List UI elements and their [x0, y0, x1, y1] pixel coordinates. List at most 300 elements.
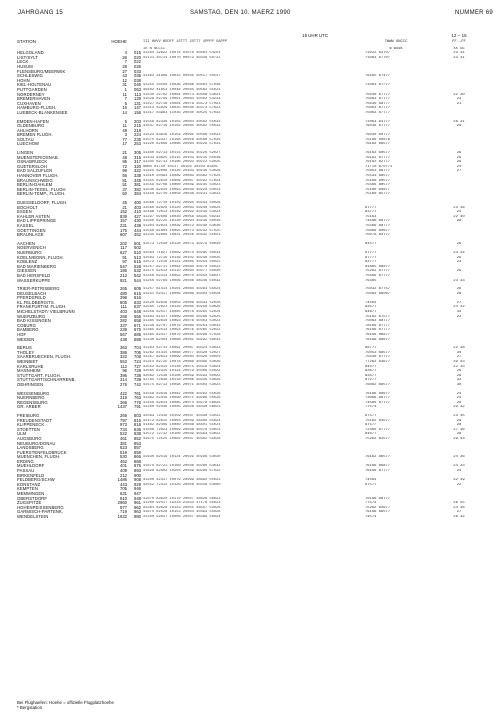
- station-name: BERUS: [17, 346, 32, 351]
- gust-range: 26: [456, 241, 462, 246]
- weather-code: 87777: [365, 205, 377, 210]
- station-name: BREMEN FLUGH.: [17, 133, 53, 138]
- station-height: 519: [120, 450, 127, 455]
- station-index: 724: [134, 360, 141, 364]
- station-index: 427: [134, 214, 141, 219]
- weather-code: 74564: [365, 300, 377, 305]
- station-height: 7: [124, 60, 127, 65]
- gust-range: 26 55: [453, 501, 465, 506]
- weather-code: 71063 6770/: [365, 55, 391, 60]
- weather-code: 76030 80777: [365, 133, 391, 138]
- station-name: GR. ARBER: [17, 405, 41, 410]
- station-name: LIST/SYLT: [17, 55, 39, 60]
- station-height: 1437: [117, 405, 127, 410]
- weather-code: 8757/: [365, 423, 377, 428]
- station-name: KARLSRUHE: [17, 364, 44, 369]
- station-rows: [16, 51, 490, 519]
- station-height: 26: [122, 55, 127, 60]
- gust-range: 23: [456, 260, 462, 265]
- observation-code: 41200 42317 10079 20099 48692 55023: [143, 478, 221, 483]
- station-index: 803: [134, 413, 141, 418]
- weather-code: 76062 88577: [365, 382, 391, 387]
- station-name: HOHN: [17, 78, 30, 83]
- weather-code: 76163 60577: [365, 151, 391, 156]
- station-name: MUEHLDORF: [17, 464, 45, 469]
- gust-range: 28: [456, 423, 462, 428]
- weather-code: 75076 82777: [365, 233, 391, 238]
- observation-code: 41257 81414 10101 20084 40283 55024: [143, 287, 221, 292]
- weather-code: 77262 83677: [365, 360, 391, 364]
- station-height: 50: [122, 192, 127, 197]
- page-number: NUMMER 69: [455, 10, 494, 16]
- observation-code: 41345 82713 10106 20093 40222 52025: [143, 160, 221, 165]
- station-name: BAD HERSFELD: [17, 273, 51, 278]
- station-height: 212: [120, 473, 127, 478]
- station-name: FREIBURG: [17, 413, 40, 418]
- weather-code: 76166 8687/: [365, 464, 391, 469]
- station-height: 31: [122, 83, 127, 88]
- station-index: 501: [134, 241, 141, 246]
- station-height: 921: [120, 278, 127, 283]
- station-name: KOBLENZ: [17, 260, 38, 265]
- gust-range: 24: [456, 391, 462, 396]
- station-height: 401: [120, 464, 127, 469]
- weather-code: 76162 66577: [365, 142, 391, 147]
- station-height: 409: [120, 469, 127, 474]
- gust-range: 23 33: [453, 278, 465, 283]
- station-index: 438: [134, 223, 141, 228]
- observation-code: 41520 82916 10063 20068 40343 52028: [143, 300, 221, 305]
- weather-code: 87777: [365, 250, 377, 255]
- station-name: NOERVENICH: [17, 246, 46, 251]
- gust-range: 24: [456, 396, 462, 401]
- station-height: 276: [120, 382, 127, 387]
- station-height: 403: [120, 310, 127, 315]
- observation-code: 41472 82615 10063 20049 48408 55024: [143, 418, 221, 423]
- station-name: BAMBERG: [17, 328, 39, 333]
- station-index: 893: [134, 469, 141, 474]
- station-index: 113: [134, 92, 141, 97]
- station-index: 147: [134, 106, 141, 111]
- station-index: 322: [134, 169, 141, 174]
- station-height: 1: [124, 87, 127, 92]
- observation-code: 41317 83993 11036 20040 40525 57033: [143, 110, 221, 115]
- observation-code: 41356 82313 10093 20070 40250 56027: [143, 273, 221, 278]
- station-height: 322: [120, 355, 127, 360]
- station-index: 836: [134, 427, 141, 432]
- station-index: 381: [134, 183, 141, 188]
- hour-header: 15 UHR UTC: [302, 34, 328, 38]
- weather-code: 76162 86577: [365, 455, 391, 460]
- station-index: 633: [134, 300, 141, 305]
- observation-code: 41230 82403 10088 20062 40292 56033: [143, 337, 221, 342]
- observation-code: 41362 82419 10090 20071 40286 55028: [143, 396, 221, 401]
- observation-code: 42468 72613 10139 20092 40239 53024: [143, 210, 221, 215]
- weather-code: 75566 88777: [365, 223, 391, 228]
- gust-range: 24 36: [453, 455, 465, 460]
- gust-range: 29: [456, 418, 462, 423]
- station-height: 56: [122, 174, 127, 179]
- station-index: 818: [134, 423, 141, 428]
- station-index: 215: [134, 124, 141, 129]
- weather-code: 76162 87777: [365, 155, 391, 160]
- weather-code: 75160 85777: [365, 192, 391, 197]
- station-name: WEISSENBURG: [17, 391, 50, 396]
- observation-code: 41257 82711 10084 20080 40279 50022: [143, 264, 221, 269]
- station-name: PFERDSFELD: [17, 296, 46, 301]
- weather-code: 76162 82777: [365, 160, 391, 165]
- station-height: 422: [120, 391, 127, 396]
- weather-code: 75063 86067: [365, 291, 391, 296]
- station-index: 513: [134, 255, 141, 260]
- station-index: 218: [134, 128, 141, 133]
- observation-code: 41675 72525 10082 20037 40302 55028: [143, 436, 221, 441]
- station-index: 400: [134, 201, 141, 205]
- station-height: 386: [120, 350, 127, 355]
- station-index: 776: [134, 400, 141, 405]
- weather-code: 75162 83577: [365, 418, 391, 423]
- station-height: 95: [122, 160, 127, 165]
- station-index: 035: [134, 74, 141, 79]
- weather-code: 72360 87777: [365, 427, 391, 432]
- station-height: 607: [120, 233, 127, 238]
- station-height: 567: [120, 333, 127, 338]
- weather-code: 7I/I0 8/0771: [365, 164, 393, 169]
- station-name: FREUDENSTADT: [17, 418, 52, 423]
- observation-code: 46482 41653 10048 20045 40563 55023: [143, 87, 221, 92]
- station-height: 797: [120, 418, 127, 423]
- observation-code: 41313 82929 10035 00030 40373 57023: [143, 106, 221, 111]
- station-name: PUTTGARDEN: [17, 87, 47, 92]
- station-height: 363: [120, 346, 127, 351]
- observation-code: 42568 72710 10129 20095 40243 50026: [143, 201, 221, 205]
- station-name: NEUBURG/DONAU: [17, 441, 56, 446]
- observation-code: 42565 72623 10126 20085 40258 54026: [143, 305, 221, 310]
- weather-code: 75066 80877: [365, 228, 391, 233]
- observation-code: 41251 82417 10086 20080 40303 55028: [143, 291, 221, 296]
- weather-code: 75053 88777: [365, 169, 391, 174]
- station-name: BAD SALZUFLEN: [17, 169, 53, 174]
- station-height: 462: [120, 459, 127, 464]
- station-name: ZUGSPITZE: [17, 501, 42, 506]
- station-height: 461: [120, 436, 127, 441]
- weather-code: 75533 88577: [365, 174, 391, 179]
- observation-code: 41475 82513 10110 20094 40277 50020: [143, 269, 221, 274]
- gust-range: 28: [456, 432, 462, 437]
- issue-date: SAMSTAG, DEN 10. MAERZ 1990: [190, 10, 291, 16]
- observation-code: 41365 82417 10070 20046 40298 57028: [143, 333, 221, 338]
- station-height: 43: [122, 74, 127, 79]
- weather-code: 75030 88777: [365, 101, 391, 106]
- station-height: 522: [120, 432, 127, 437]
- station-name: LINGEN: [17, 151, 34, 156]
- station-index: 544: [134, 278, 141, 283]
- station-index: 838: [134, 432, 141, 437]
- station-name: OBERSTDORF: [17, 496, 48, 501]
- observation-code: 41560 82626 10120 20083 40240 50023: [143, 205, 221, 210]
- station-index: 763: [134, 396, 141, 401]
- station-index: 908: [134, 478, 141, 483]
- obs-code-subheader: Ih N NCCCI: [143, 46, 166, 51]
- station-height: 319: [120, 396, 127, 401]
- observation-code: 41463 81417 10089 20080 40286 52025: [143, 314, 221, 319]
- station-index: 038: [134, 78, 141, 83]
- weather-code: 74566 87777: [365, 400, 391, 405]
- station-height: 265: [120, 287, 127, 292]
- station-height: 231: [120, 223, 127, 228]
- station-index: 929: [134, 482, 141, 487]
- gust-range: 29 32: [453, 405, 465, 410]
- station-index: 022: [134, 60, 141, 65]
- gust-range: 29: [456, 160, 462, 165]
- station-height: 734: [120, 427, 127, 432]
- station-name: KIEL-HOLTENAU: [17, 83, 52, 88]
- observation-code: 41381 82628 10123 20055 48507 53026: [143, 505, 221, 510]
- observation-code: 41500 62725 10138 20094 40239 50036: [143, 219, 221, 224]
- gust-range: 30: [456, 350, 462, 355]
- observation-code: 41200 02436 10005 29026 48330 56023: [143, 405, 221, 410]
- weather-code: 71063 67/77: [365, 83, 391, 88]
- station-height: 530: [120, 455, 127, 460]
- station-height: 16: [122, 106, 127, 111]
- gust-range: 29 43: [453, 436, 465, 441]
- weather-code: 75163: [365, 214, 377, 219]
- weather-code: 75166 80876: [365, 137, 391, 142]
- observation-code: 41365 82610 10093 20076 40303 53022: [143, 319, 221, 324]
- issue-number: JAHRGANG 15: [18, 10, 63, 16]
- station-height: 48: [122, 155, 127, 160]
- observation-code: 41540 22702 10084 00074 40568 54024: [143, 92, 221, 97]
- station-index: 648: [134, 310, 141, 315]
- station-name: REGENSBURG: [17, 400, 48, 405]
- weather-code: 83677: [365, 369, 377, 374]
- station-height: 973: [120, 423, 127, 428]
- station-height: 97: [122, 260, 127, 265]
- station-height: 366: [120, 400, 127, 405]
- station-name: MANNHEIM: [17, 369, 41, 374]
- observation-code: 41325 82606 10126 20103 40236 53026: [143, 169, 221, 174]
- station-name: OLDENBURG: [17, 124, 45, 129]
- station-index: 963: [134, 510, 141, 515]
- observation-code: 41460 82713 10113 20103 40226 52027: [143, 151, 221, 156]
- weather-code: 71063 83777: [365, 119, 391, 124]
- station-index: 020: [134, 55, 141, 60]
- weather-code: 76166 87777: [365, 328, 391, 333]
- footnote-airport-height: Bei Flughaefen: Hoehe = offizielle Flugplatzhoehe: [17, 700, 114, 705]
- station-name: SCHLESWIG: [17, 74, 44, 79]
- weather-code: 71022 62707: [365, 51, 391, 56]
- station-name: KEMPTEN: [17, 487, 38, 492]
- station-index: 430: [134, 219, 141, 224]
- station-height: 480: [120, 291, 127, 296]
- station-height: 705: [120, 487, 127, 492]
- station-name: BERLIN-TEGEL, FLUGH: [17, 187, 66, 192]
- observation-code: 41200 92637 10006 20057 48389 56024: [143, 515, 221, 519]
- station-height: 1486: [117, 478, 127, 483]
- gust-range: 26: [456, 287, 462, 292]
- station-name: BIRKENFELD: [17, 473, 45, 478]
- weather-code: 76365: [365, 278, 377, 283]
- gust-range: 26: [456, 369, 462, 374]
- station-name: BREMERHAVEN: [17, 97, 51, 102]
- gust-range: 23 34: [453, 250, 465, 255]
- station-name: ESSEN: [17, 210, 32, 215]
- station-index: 315: [134, 155, 141, 160]
- station-height: 268: [120, 314, 127, 319]
- observation-code: 41450 82710 10058 20036 40231 54023: [143, 192, 221, 197]
- station-index: 875: [134, 464, 141, 469]
- gust-range: 26 31: [453, 119, 465, 124]
- station-index: 063: [134, 87, 141, 92]
- station-name: HUSUM: [17, 64, 33, 69]
- observation-code: 42563 72716 10136 20102 40248 50025: [143, 255, 221, 260]
- station-name: GARMISCH-PARTENK.: [17, 510, 64, 515]
- gust-range: 33: [456, 310, 462, 315]
- weather-code: 74566 80777: [365, 219, 391, 224]
- station-name: BAD LIPPSPRINGE: [17, 219, 57, 224]
- station-height: 627: [120, 250, 127, 255]
- weather-code: 75262 82577: [365, 436, 391, 441]
- station-name: KAHLER ASTEN: [17, 214, 50, 219]
- station-height: 623: [120, 446, 127, 451]
- station-index: 452: [134, 233, 141, 238]
- observation-code: 41121 30714 10070 00072 40330 50722: [143, 55, 221, 60]
- weather-code: 77574: [365, 405, 377, 410]
- station-name: COBURG: [17, 323, 36, 328]
- station-name: BOCHOLT: [17, 205, 38, 210]
- station-name: WEIDEN: [17, 337, 35, 342]
- weather-code: 83577: [365, 373, 377, 378]
- gust-range: 29: [456, 255, 462, 260]
- gust-range: 23: [456, 97, 462, 102]
- station-index: 224: [134, 133, 141, 138]
- station-name: KOELN/BONN, FLUGH.: [17, 255, 64, 260]
- station-index: 706: [134, 350, 141, 355]
- station-height: 443: [120, 482, 127, 487]
- weather-code: 74564: [365, 478, 377, 483]
- station-name: NORDERNEY: [17, 92, 45, 97]
- weather-code: 76166 8687/: [365, 333, 391, 338]
- station-height: 11: [122, 124, 127, 129]
- weather-code: 75262 82677: [365, 505, 391, 510]
- observation-code: 41255 33109 10036 20066 40463 57036: [143, 83, 221, 88]
- station-index: 658: [134, 319, 141, 324]
- station-index: 685: [134, 333, 141, 338]
- weather-code: 75262 8777/: [365, 269, 391, 274]
- station-height: 337: [120, 323, 127, 328]
- station-index: 946: [134, 487, 141, 492]
- station-name: MEMMINGEN: [17, 492, 45, 497]
- station-index: 853: [134, 441, 141, 446]
- station-index: 655: [134, 314, 141, 319]
- station-index: 131: [134, 101, 141, 106]
- station-height: 396: [120, 373, 127, 378]
- observation-code: 42573 72530 10128 20073 40279 50030: [143, 241, 221, 246]
- gust-range: 28: [456, 219, 462, 224]
- station-name: HAMBURG-FLUGH.: [17, 106, 57, 111]
- station-height: 21: [122, 205, 127, 210]
- station-index: 866: [134, 455, 141, 460]
- weather-code: 87577: [365, 482, 377, 487]
- observation-code: 41310 20494 10089 20083 40362 57023: [143, 174, 221, 179]
- station-name: WASSERKUPPE: [17, 278, 51, 283]
- observation-code: 41529 82799 10091 20084 40362 54233: [143, 97, 221, 102]
- gust-range: 24: [456, 469, 462, 474]
- gust-range: 23 31: [453, 51, 465, 56]
- station-index: 727: [134, 364, 141, 369]
- station-index: 305: [134, 151, 141, 156]
- station-height: 239: [120, 328, 127, 333]
- weather-code: 76036 67777: [365, 124, 391, 129]
- weather-code: 87777: [365, 255, 377, 260]
- weather-code: 75063 8777/: [365, 97, 391, 102]
- station-name: DUESSELDORF, FLUGH.: [17, 201, 68, 205]
- station-name: BRAUNLAGE: [17, 233, 44, 238]
- station-height: 99: [122, 169, 127, 174]
- gust-range: 29: [456, 151, 462, 156]
- station-name: KONSTANZ: [17, 482, 41, 487]
- station-height: 810: [120, 496, 127, 501]
- observation-code: 41443 83625 10115 20103 40235 55036: [143, 155, 221, 160]
- station-index: 444: [134, 228, 141, 233]
- gust-range: 29: [456, 124, 462, 129]
- station-name: GOETTINGEN: [17, 228, 46, 233]
- station-name: LANDSBERG: [17, 446, 44, 451]
- station-name: EMDEN-HAFEN: [17, 119, 49, 124]
- observation-code: 41523 83616 10102 20095 40566 55023: [143, 133, 221, 138]
- gust-range: 23 36: [453, 205, 465, 210]
- station-height: 28: [122, 64, 127, 69]
- station-name: ULM: [17, 432, 27, 437]
- table-row: [16, 515, 490, 520]
- station-name: BRAUNSCHWEIG: [17, 178, 53, 183]
- observation-code: 41220 82009 10096 20094 40226 57033: [143, 142, 221, 147]
- weather-code: 75566 87777: [365, 273, 391, 278]
- weather-code: 75063 87777: [365, 110, 391, 115]
- station-index: 026: [134, 64, 141, 69]
- observation-code: 41250 02799 10066 20046 48346 50032: [143, 278, 221, 283]
- station-name: NUERBURG: [17, 250, 42, 255]
- weather-code: 87577: [365, 413, 377, 418]
- station-name: GUETERSLOH: [17, 164, 47, 169]
- station-name: AHLHORN: [17, 128, 39, 133]
- observation-code: 41462 82409 10080 20046 48401 55024: [143, 423, 221, 428]
- station-index: 675: [134, 328, 141, 333]
- gust-range: 22 40: [453, 214, 465, 219]
- station-index: 761: [134, 391, 141, 396]
- station-height: 17: [122, 142, 127, 147]
- station-index: 615: [134, 291, 141, 296]
- gust-range: 23 31: [453, 55, 465, 60]
- station-index: 515: [134, 260, 141, 265]
- observation-code: 41263 82713 10091 20087 40324 53023: [143, 346, 221, 351]
- observation-code: 42552 72312 10126 20058 40338 54000: [143, 482, 221, 487]
- gust-range: 26 32: [453, 515, 465, 519]
- weather-code: 81865 88877: [365, 264, 391, 269]
- station-name: LUECHOW: [17, 142, 40, 147]
- station-height: 4: [124, 51, 127, 56]
- station-height: 719: [120, 510, 127, 515]
- observation-code: 41462 31909 10033 00040 40517 50537: [143, 74, 221, 79]
- station-name: MUENCHEN, FLUGH.: [17, 455, 61, 460]
- observation-code: 41357 82613 10099 20084 40326 50020: [143, 355, 221, 360]
- observation-code: 41365 82513 10093 20076 40285 52022: [143, 328, 221, 333]
- observation-code: 41537 82716 10102 20085 40562 55033: [143, 124, 221, 129]
- station-height: 186: [120, 269, 127, 274]
- gust-range: 39 43: [453, 360, 465, 364]
- station-name: KL.FELDBERG/TS.: [17, 300, 56, 305]
- station-index: 708: [134, 355, 141, 360]
